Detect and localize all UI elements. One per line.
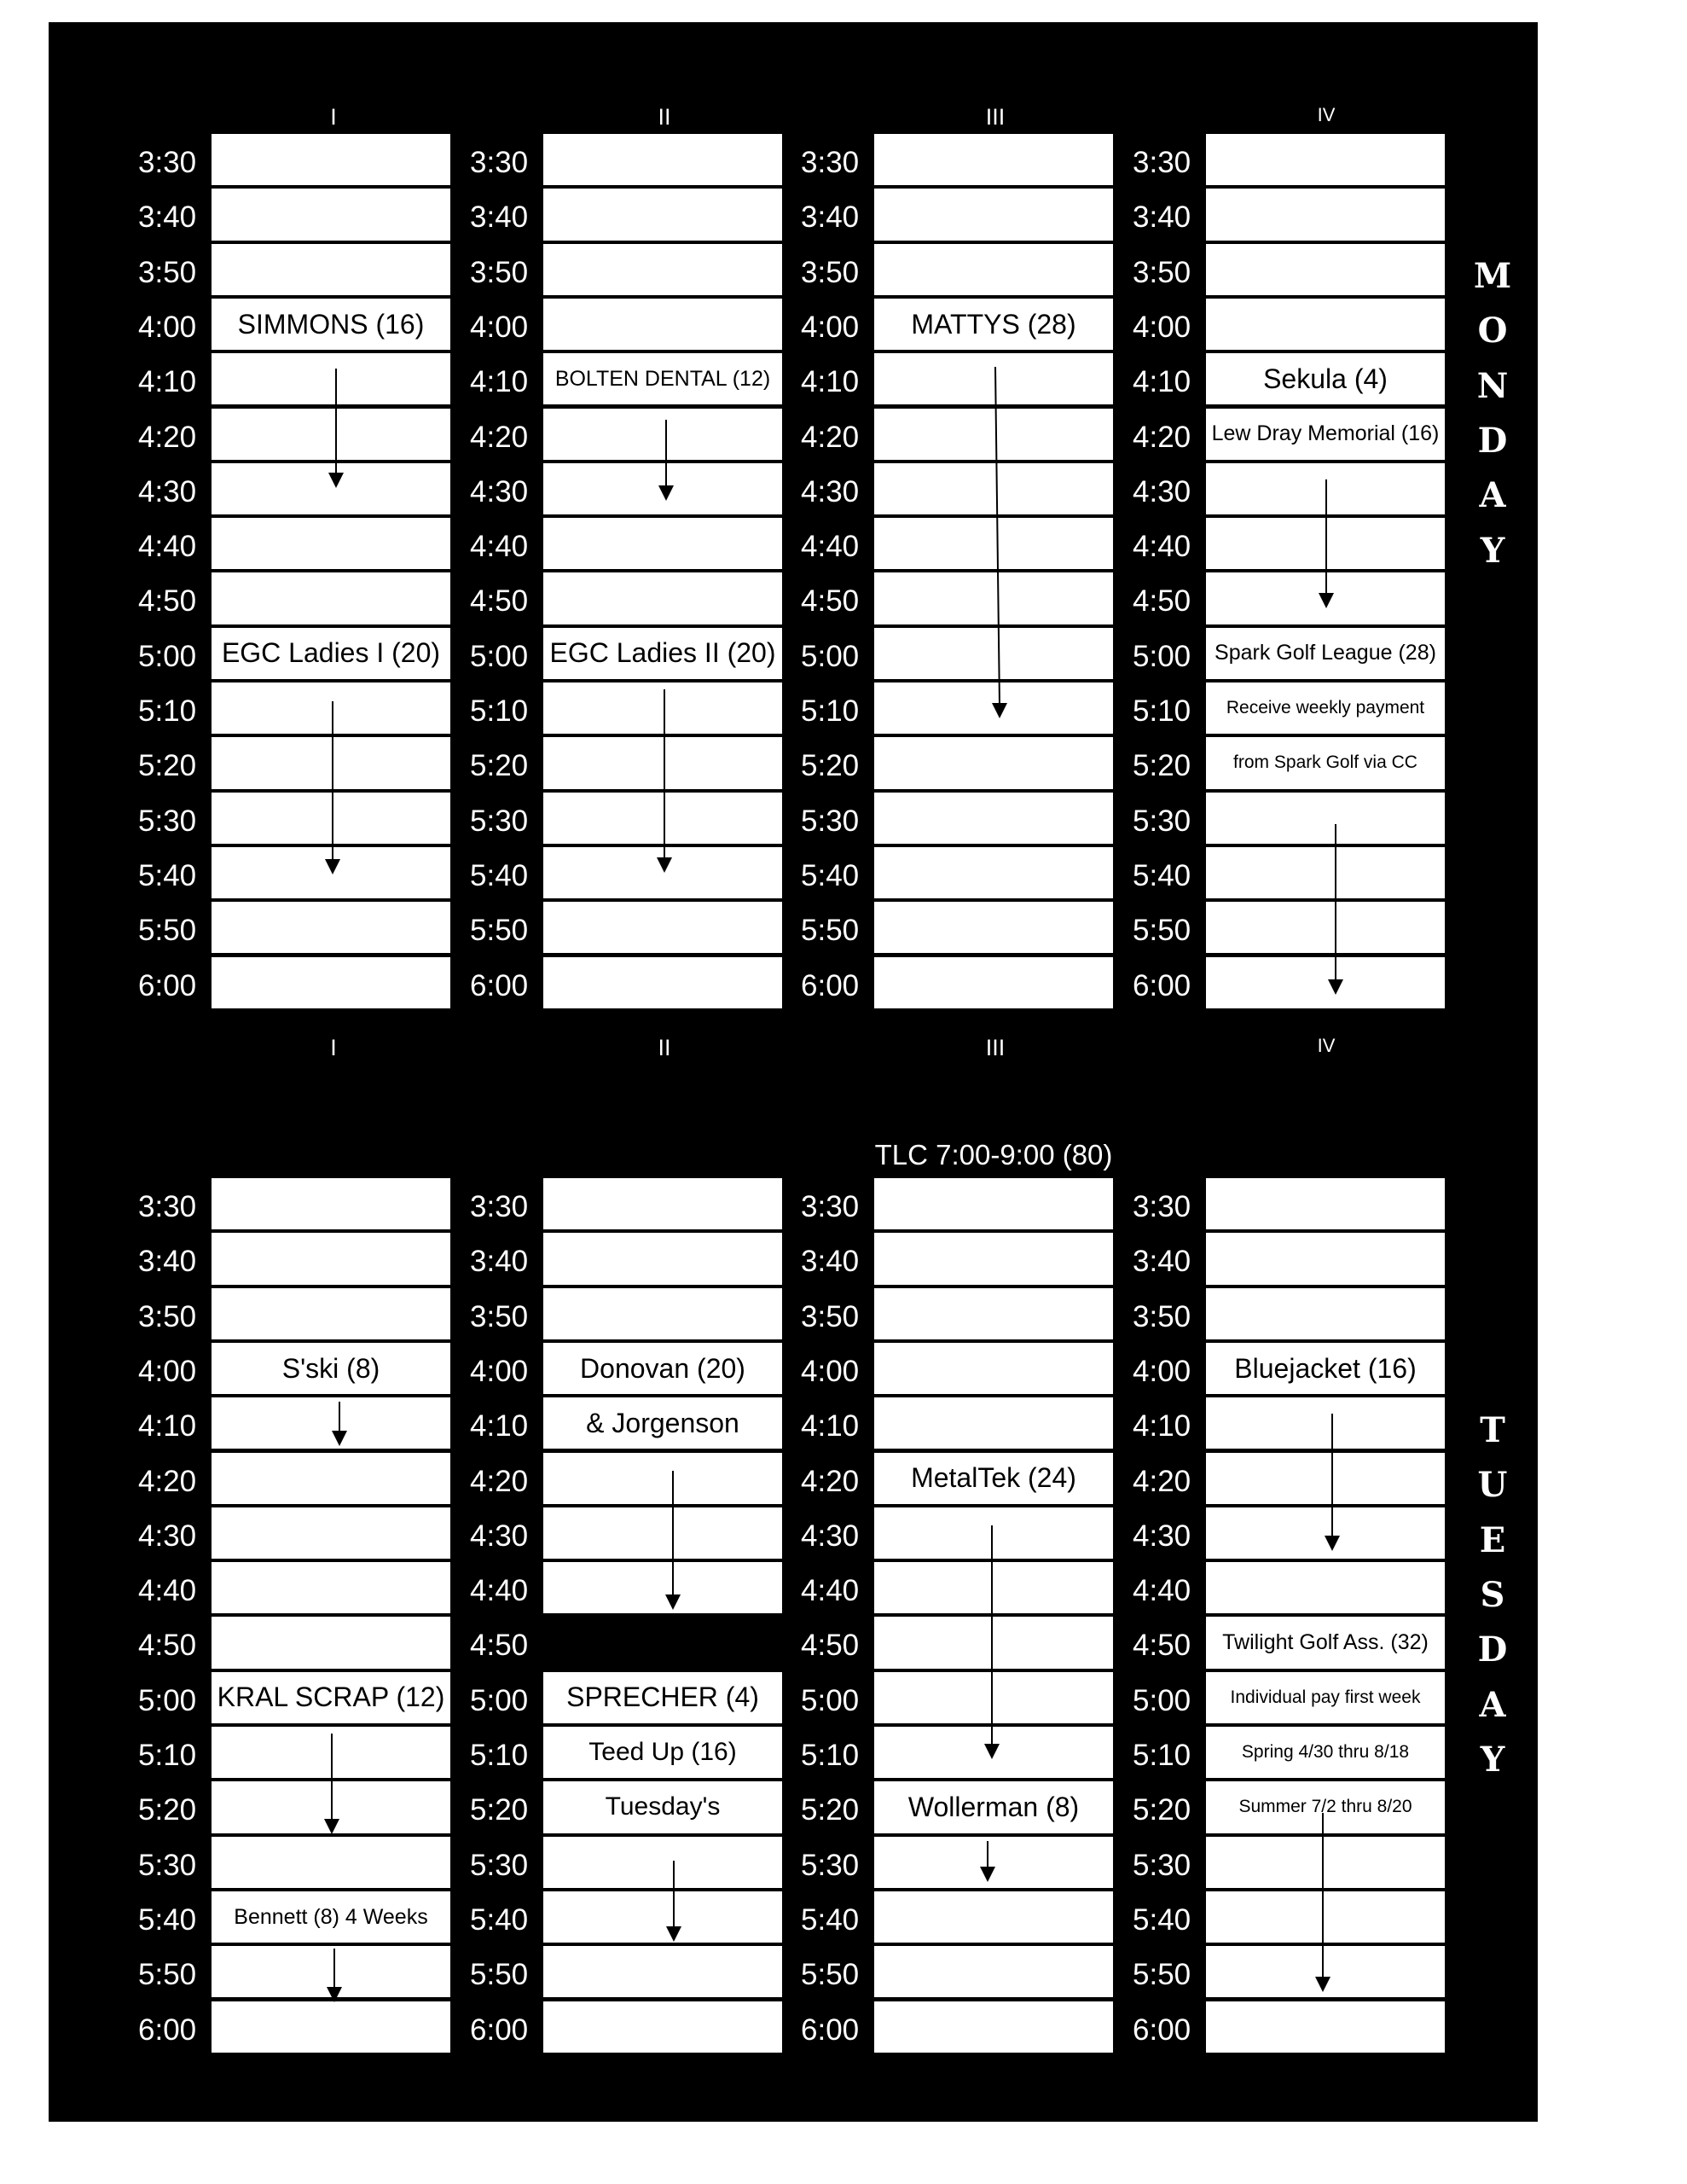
arrow-wollerman — [980, 1841, 995, 1882]
time-label: 4:00 — [801, 1354, 860, 1388]
time-label: 3:30 — [138, 1190, 197, 1223]
arrow-bennett — [327, 1949, 342, 2002]
m-spark-note-1: Receive weekly payment — [1226, 698, 1425, 718]
time-label: 3:30 — [801, 146, 860, 179]
arrow-lew-dray — [1319, 479, 1334, 608]
time-label: 4:20 — [1133, 1464, 1191, 1498]
time-label: 5:00 — [801, 1683, 860, 1717]
time-label: 5:00 — [801, 639, 860, 673]
time-label: 3:50 — [138, 1299, 197, 1333]
time-label: 5:10 — [1133, 694, 1191, 728]
time-label: 4:50 — [1133, 1629, 1191, 1663]
monday-label-letter: D — [1477, 420, 1508, 461]
time-label: 3:40 — [1133, 1245, 1191, 1279]
tuesday-label-letter: U — [1477, 1465, 1508, 1506]
time-label: 5:30 — [470, 804, 529, 838]
time-label: 5:50 — [801, 1958, 860, 1992]
time-label: 3:40 — [470, 1245, 529, 1279]
time-label: 6:00 — [801, 968, 860, 1002]
column-header-1: I — [330, 104, 337, 130]
t-sprecher: SPRECHER (4) — [566, 1682, 759, 1713]
time-label: 4:10 — [138, 1409, 197, 1443]
time-label: 5:30 — [138, 1848, 197, 1882]
time-label: 4:10 — [801, 365, 860, 399]
arrow-egc-ladies-1 — [325, 701, 340, 874]
time-label: 3:50 — [1133, 1299, 1191, 1333]
time-label: 5:00 — [470, 639, 529, 673]
time-label: 5:00 — [138, 639, 197, 673]
time-label: 5:40 — [138, 858, 197, 892]
time-label: 4:00 — [801, 310, 860, 344]
m-mattys: MATTYS (28) — [911, 308, 1076, 340]
arrow-kral — [324, 1734, 339, 1834]
time-label: 4:30 — [1133, 474, 1191, 508]
time-label: 5:10 — [470, 694, 529, 728]
arrow-simmons — [328, 369, 344, 488]
time-label: 5:30 — [1133, 1848, 1191, 1882]
t-twilight-note-2: Spring 4/30 thru 8/18 — [1241, 1742, 1410, 1763]
tuesday-label-letter: S — [1480, 1574, 1505, 1615]
time-label: 5:50 — [138, 914, 197, 948]
time-label: 4:10 — [138, 365, 197, 399]
time-label: 4:30 — [801, 1519, 860, 1553]
time-label: 4:00 — [1133, 310, 1191, 344]
monday-label-letter: N — [1476, 365, 1509, 406]
time-label: 3:40 — [138, 200, 197, 235]
time-label: 5:00 — [1133, 639, 1191, 673]
arrow-metaltek — [984, 1525, 1000, 1759]
time-label: 6:00 — [138, 968, 197, 1002]
column-header-1: I — [330, 1035, 337, 1060]
t-metaltek: MetalTek (24) — [911, 1462, 1076, 1494]
time-label: 4:40 — [1133, 530, 1191, 564]
time-label: 4:00 — [470, 1354, 529, 1388]
time-label: 5:10 — [138, 1739, 197, 1772]
time-label: 3:30 — [801, 1190, 860, 1223]
time-label: 4:40 — [470, 530, 529, 564]
tuesday-label-letter: T — [1480, 1410, 1505, 1450]
time-label: 4:00 — [138, 1354, 197, 1388]
time-label: 5:50 — [138, 1958, 197, 1992]
time-label: 5:10 — [138, 694, 197, 728]
m-simmons: SIMMONS (16) — [237, 308, 425, 340]
time-label: 5:50 — [1133, 914, 1191, 948]
arrow-teed-up — [666, 1861, 681, 1942]
time-label: 5:30 — [801, 804, 860, 838]
time-label: 6:00 — [470, 968, 529, 1002]
time-label: 4:40 — [138, 530, 197, 564]
time-label: 3:30 — [138, 146, 197, 179]
monday-label-letter: Y — [1480, 530, 1505, 571]
time-label: 4:10 — [470, 365, 529, 399]
t-kral: KRAL SCRAP (12) — [217, 1682, 445, 1713]
time-label: 5:20 — [1133, 1793, 1191, 1827]
monday-label-letter: M — [1473, 256, 1512, 296]
time-label: 4:30 — [470, 474, 529, 508]
time-label: 4:10 — [801, 1409, 860, 1443]
time-label: 3:50 — [138, 255, 197, 289]
m-egc-ladies-2: EGC Ladies II (20) — [549, 637, 776, 669]
time-label: 5:30 — [470, 1848, 529, 1882]
time-label: 6:00 — [801, 2013, 860, 2047]
t-donovan: Donovan (20) — [580, 1352, 745, 1384]
time-label: 4:00 — [138, 310, 197, 344]
t-sski: S'ski (8) — [281, 1352, 380, 1384]
time-label: 5:20 — [1133, 749, 1191, 783]
time-label: 5:00 — [1133, 1683, 1191, 1717]
monday-label-letter: A — [1479, 475, 1506, 516]
time-label: 3:40 — [470, 200, 529, 235]
time-label: 6:00 — [1133, 968, 1191, 1002]
tuesday-label-letter: A — [1479, 1684, 1506, 1725]
time-label: 3:30 — [470, 146, 529, 179]
time-label: 3:30 — [470, 1190, 529, 1223]
time-label: 5:20 — [801, 1793, 860, 1827]
tuesday-label-letter: E — [1479, 1519, 1506, 1560]
tuesday-label-letter: D — [1477, 1629, 1508, 1670]
time-label: 4:50 — [138, 1629, 197, 1663]
time-label: 5:20 — [470, 749, 529, 783]
time-label: 5:00 — [470, 1683, 529, 1717]
time-label: 5:10 — [1133, 1739, 1191, 1772]
arrow-donovan — [665, 1471, 681, 1610]
time-label: 5:10 — [801, 1739, 860, 1772]
time-label: 3:40 — [1133, 200, 1191, 235]
time-label: 3:50 — [1133, 255, 1191, 289]
time-label: 4:50 — [801, 1629, 860, 1663]
t-wollerman: Wollerman (8) — [907, 1792, 1080, 1823]
arrow-egc-ladies-2 — [657, 689, 672, 873]
time-label: 4:20 — [470, 420, 529, 454]
time-label: 3:50 — [470, 1299, 529, 1333]
monday-label-letter: O — [1477, 311, 1508, 351]
t-twilight-note-1: Individual pay first week — [1230, 1687, 1421, 1707]
time-label: 6:00 — [1133, 2013, 1191, 2047]
arrow-bolten — [658, 420, 674, 501]
time-label: 4:00 — [1133, 1354, 1191, 1388]
time-label: 5:20 — [138, 1793, 197, 1827]
t-teed-up: Teed Up (16) — [588, 1737, 737, 1766]
m-egc-ladies-1: EGC Ladies I (20) — [221, 637, 441, 669]
time-label: 4:40 — [801, 530, 860, 564]
arrow-bluejacket — [1325, 1414, 1340, 1551]
time-label: 3:40 — [801, 1245, 860, 1279]
tlc-note: TLC 7:00-9:00 (80) — [874, 1139, 1113, 1170]
t-twilight-note-3: Summer 7/2 thru 8/20 — [1238, 1797, 1412, 1817]
time-label: 5:20 — [470, 1793, 529, 1827]
arrow-twilight — [1315, 1813, 1330, 1992]
time-label: 5:40 — [1133, 858, 1191, 892]
t-bluejacket: Bluejacket (16) — [1234, 1352, 1417, 1384]
t-twilight: Twilight Golf Ass. (32) — [1222, 1630, 1429, 1655]
column-header-2: II — [658, 104, 671, 130]
m-sekula: Sekula (4) — [1263, 363, 1388, 394]
column-header-3: III — [985, 104, 1006, 130]
time-label: 3:50 — [801, 255, 860, 289]
arrow-mattys — [992, 367, 1007, 718]
time-label: 5:40 — [138, 1902, 197, 1937]
time-label: 4:30 — [1133, 1519, 1191, 1553]
time-label: 5:40 — [470, 858, 529, 892]
time-label: 4:50 — [801, 584, 860, 619]
time-label: 4:30 — [470, 1519, 529, 1553]
time-label: 5:10 — [801, 694, 860, 728]
time-label: 4:40 — [801, 1574, 860, 1608]
time-label: 3:30 — [1133, 146, 1191, 179]
t-tuesdays: Tuesday's — [605, 1792, 721, 1821]
m-lew-dray: Lew Dray Memorial (16) — [1211, 421, 1440, 446]
m-spark-note-2: from Spark Golf via CC — [1233, 752, 1417, 773]
time-label: 4:20 — [470, 1464, 529, 1498]
time-label: 5:30 — [138, 804, 197, 838]
time-label: 5:40 — [801, 1902, 860, 1937]
time-label: 3:40 — [801, 200, 860, 235]
time-label: 5:00 — [138, 1683, 197, 1717]
time-label: 5:20 — [138, 749, 197, 783]
column-header-4: IV — [1317, 1035, 1336, 1056]
time-label: 4:50 — [138, 584, 197, 619]
time-label: 4:30 — [801, 474, 860, 508]
time-label: 5:30 — [801, 1848, 860, 1882]
time-label: 3:30 — [1133, 1190, 1191, 1223]
time-label: 4:10 — [1133, 365, 1191, 399]
t-jorgenson: & Jorgenson — [586, 1407, 739, 1438]
time-label: 4:50 — [470, 584, 529, 619]
time-label: 5:50 — [470, 1958, 529, 1992]
time-label: 4:20 — [138, 420, 197, 454]
time-label: 4:10 — [470, 1409, 529, 1443]
time-label: 5:50 — [1133, 1958, 1191, 1992]
time-label: 3:50 — [801, 1299, 860, 1333]
time-label: 4:20 — [1133, 420, 1191, 454]
time-label: 4:10 — [1133, 1409, 1191, 1443]
m-spark: Spark Golf League (28) — [1215, 641, 1436, 665]
time-label: 6:00 — [138, 2013, 197, 2047]
time-label: 4:40 — [138, 1574, 197, 1608]
time-label: 5:40 — [470, 1902, 529, 1937]
time-label: 6:00 — [470, 2013, 529, 2047]
time-label: 4:40 — [470, 1574, 529, 1608]
arrow-sski — [332, 1402, 347, 1446]
time-label: 4:50 — [1133, 584, 1191, 619]
tuesday-label-letter: Y — [1480, 1739, 1505, 1780]
time-label: 4:00 — [470, 310, 529, 344]
t-bennett: Bennett (8) 4 Weeks — [234, 1904, 428, 1929]
arrow-spark — [1328, 824, 1343, 995]
time-label: 5:10 — [470, 1739, 529, 1772]
time-label: 3:40 — [138, 1245, 197, 1279]
time-label: 4:20 — [138, 1464, 197, 1498]
time-label: 5:40 — [1133, 1902, 1191, 1937]
m-bolten: BOLTEN DENTAL (12) — [554, 366, 771, 391]
time-label: 5:50 — [470, 914, 529, 948]
time-label: 5:30 — [1133, 804, 1191, 838]
time-label: 4:20 — [801, 420, 860, 454]
time-label: 5:20 — [801, 749, 860, 783]
time-label: 4:20 — [801, 1464, 860, 1498]
time-label: 5:40 — [801, 858, 860, 892]
column-header-3: III — [985, 1035, 1006, 1060]
time-label: 3:50 — [470, 255, 529, 289]
time-label: 4:40 — [1133, 1574, 1191, 1608]
time-label: 5:50 — [801, 914, 860, 948]
time-label: 4:30 — [138, 1519, 197, 1553]
column-header-2: II — [658, 1035, 671, 1060]
column-header-4: IV — [1317, 104, 1336, 125]
time-label: 4:50 — [470, 1629, 529, 1663]
time-label: 4:30 — [138, 474, 197, 508]
